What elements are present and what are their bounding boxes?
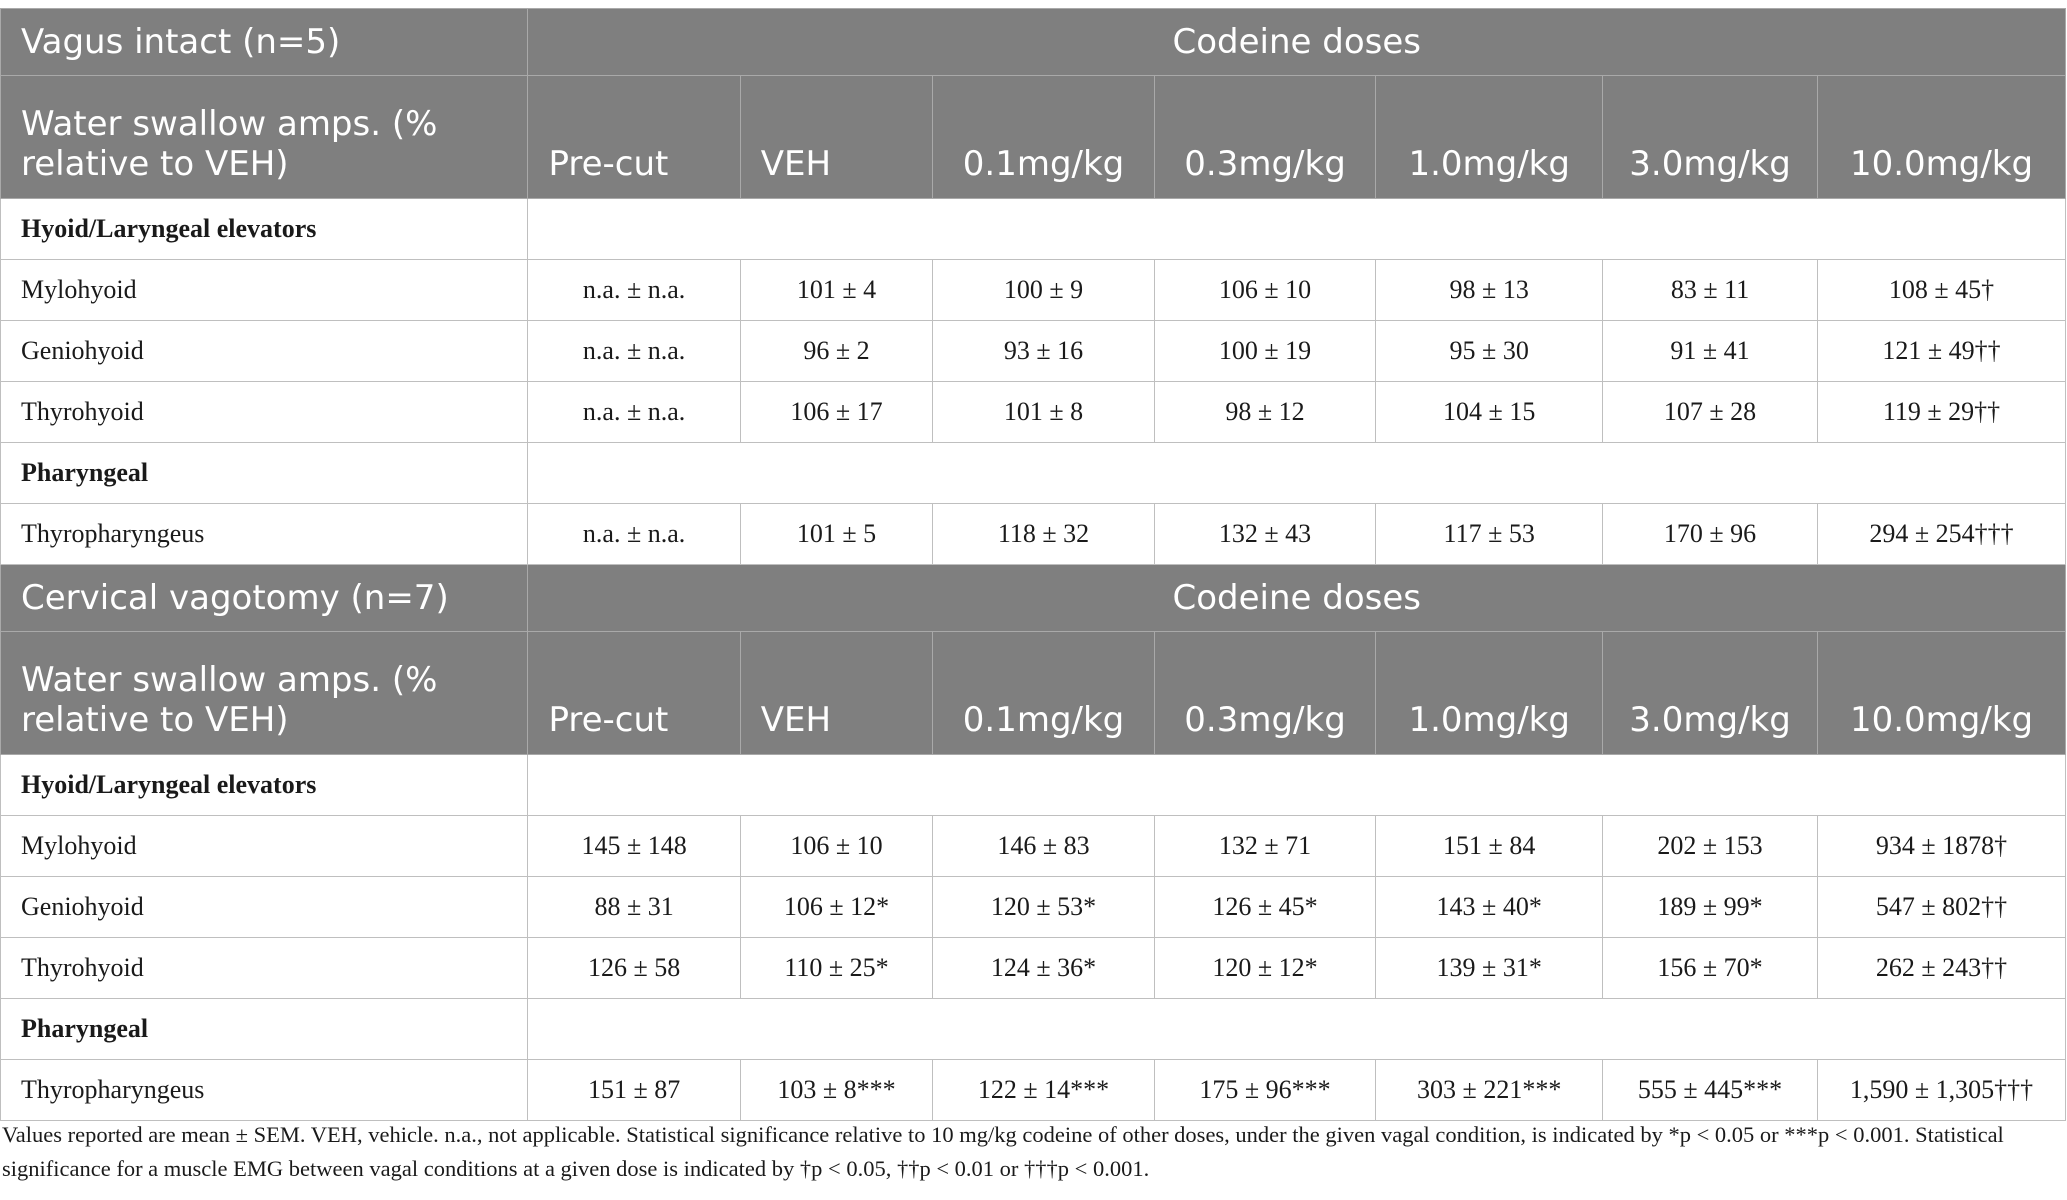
cell: 156 ± 70* (1603, 938, 1818, 999)
cell: 107 ± 28 (1603, 382, 1818, 443)
cell: 101 ± 5 (740, 504, 933, 565)
table-footnote (2, 1118, 2062, 1186)
cell: 934 ± 1878† (1818, 816, 2066, 877)
cell: 151 ± 87 (528, 1060, 740, 1121)
table-row (1, 382, 2066, 443)
group-row (1, 199, 2066, 260)
col-header: 1.0mg/kg (1376, 76, 1603, 199)
muscle-name: Thyrohyoid (1, 938, 528, 999)
table-row (1, 938, 2066, 999)
cell: 106 ± 10 (1154, 260, 1376, 321)
cell: 143 ± 40* (1376, 877, 1603, 938)
col-header: VEH (740, 632, 933, 755)
cell: 100 ± 9 (933, 260, 1155, 321)
table-row (1, 877, 2066, 938)
col-header: 0.3mg/kg (1154, 76, 1376, 199)
group-label: Hyoid/Laryngeal elevators (1, 755, 528, 816)
col-header: 1.0mg/kg (1376, 632, 1603, 755)
group-row (1, 443, 2066, 504)
muscle-name: Thyrohyoid (1, 382, 528, 443)
column-header-row (1, 632, 2066, 755)
cell: 119 ± 29†† (1818, 382, 2066, 443)
cell: 98 ± 12 (1154, 382, 1376, 443)
col-header: Pre-cut (528, 76, 740, 199)
cell: 106 ± 12* (740, 877, 933, 938)
cell: 121 ± 49†† (1818, 321, 2066, 382)
cell: 103 ± 8*** (740, 1060, 933, 1121)
codeine-doses-header: Codeine doses (528, 9, 2066, 76)
cell: 101 ± 8 (933, 382, 1155, 443)
table-row (1, 816, 2066, 877)
group-row (1, 755, 2066, 816)
section-header (1, 565, 2066, 632)
cell: n.a. ± n.a. (528, 321, 740, 382)
cell: 126 ± 58 (528, 938, 740, 999)
group-label: Pharyngeal (1, 443, 528, 504)
cell: 88 ± 31 (528, 877, 740, 938)
cell: 555 ± 445*** (1603, 1060, 1818, 1121)
muscle-name: Mylohyoid (1, 816, 528, 877)
amps-label: Water swallow amps. (% relative to VEH) (1, 632, 528, 755)
muscle-name: Geniohyoid (1, 877, 528, 938)
cell: 145 ± 148 (528, 816, 740, 877)
muscle-name: Thyropharyngeus (1, 504, 528, 565)
section-title: Vagus intact (n=5) (1, 9, 528, 76)
col-header: 0.3mg/kg (1154, 632, 1376, 755)
muscle-name: Thyropharyngeus (1, 1060, 528, 1121)
amps-label: Water swallow amps. (% relative to VEH) (1, 76, 528, 199)
cell: 108 ± 45† (1818, 260, 2066, 321)
cell: 120 ± 12* (1154, 938, 1376, 999)
codeine-doses-header: Codeine doses (528, 565, 2066, 632)
cell: 262 ± 243†† (1818, 938, 2066, 999)
cell: 170 ± 96 (1603, 504, 1818, 565)
col-header: 0.1mg/kg (933, 632, 1155, 755)
cell: n.a. ± n.a. (528, 504, 740, 565)
results-table (0, 8, 2066, 1121)
cell: 132 ± 43 (1154, 504, 1376, 565)
cell: 83 ± 11 (1603, 260, 1818, 321)
cell: 106 ± 17 (740, 382, 933, 443)
cell: 547 ± 802†† (1818, 877, 2066, 938)
cell: 95 ± 30 (1376, 321, 1603, 382)
cell: 100 ± 19 (1154, 321, 1376, 382)
cell: 175 ± 96*** (1154, 1060, 1376, 1121)
col-header: 3.0mg/kg (1603, 632, 1818, 755)
cell: 132 ± 71 (1154, 816, 1376, 877)
cell: 151 ± 84 (1376, 816, 1603, 877)
table-row (1, 321, 2066, 382)
cell: 104 ± 15 (1376, 382, 1603, 443)
table-row (1, 260, 2066, 321)
cell: 202 ± 153 (1603, 816, 1818, 877)
group-label: Hyoid/Laryngeal elevators (1, 199, 528, 260)
table-row (1, 1060, 2066, 1121)
cell: 120 ± 53* (933, 877, 1155, 938)
column-header-row (1, 76, 2066, 199)
cell: 122 ± 14*** (933, 1060, 1155, 1121)
col-header: Pre-cut (528, 632, 740, 755)
cell: 124 ± 36* (933, 938, 1155, 999)
cell: 126 ± 45* (1154, 877, 1376, 938)
col-header: 10.0mg/kg (1818, 632, 2066, 755)
col-header: 0.1mg/kg (933, 76, 1155, 199)
cell: 294 ± 254††† (1818, 504, 2066, 565)
table-row (1, 504, 2066, 565)
cell: 101 ± 4 (740, 260, 933, 321)
col-header: 10.0mg/kg (1818, 76, 2066, 199)
section-title: Cervical vagotomy (n=7) (1, 565, 528, 632)
cell: 146 ± 83 (933, 816, 1155, 877)
group-label: Pharyngeal (1, 999, 528, 1060)
muscle-name: Geniohyoid (1, 321, 528, 382)
footnote-text: Values reported are mean ± SEM. VEH, vehicle. n.a., not applicable. Statistical significance relative to 10 mg/kg codeine of other doses, under the given vagal condition, is indicated by *p < 0.05 or ***p < 0.001. Statistical significance for a muscle EMG between vagal conditions at a given dose is indicated by †p < 0.05, ††p < 0.01 or †††p < 0.001. (2, 1122, 2004, 1181)
group-row (1, 999, 2066, 1060)
cell: 118 ± 32 (933, 504, 1155, 565)
muscle-name: Mylohyoid (1, 260, 528, 321)
cell: 91 ± 41 (1603, 321, 1818, 382)
section-header (1, 9, 2066, 76)
cell: 303 ± 221*** (1376, 1060, 1603, 1121)
cell: 1,590 ± 1,305††† (1818, 1060, 2066, 1121)
cell: 110 ± 25* (740, 938, 933, 999)
cell: 139 ± 31* (1376, 938, 1603, 999)
cell: 96 ± 2 (740, 321, 933, 382)
cell: 98 ± 13 (1376, 260, 1603, 321)
col-header: VEH (740, 76, 933, 199)
cell: 93 ± 16 (933, 321, 1155, 382)
cell: n.a. ± n.a. (528, 260, 740, 321)
cell: 189 ± 99* (1603, 877, 1818, 938)
cell: 117 ± 53 (1376, 504, 1603, 565)
col-header: 3.0mg/kg (1603, 76, 1818, 199)
cell: n.a. ± n.a. (528, 382, 740, 443)
cell: 106 ± 10 (740, 816, 933, 877)
